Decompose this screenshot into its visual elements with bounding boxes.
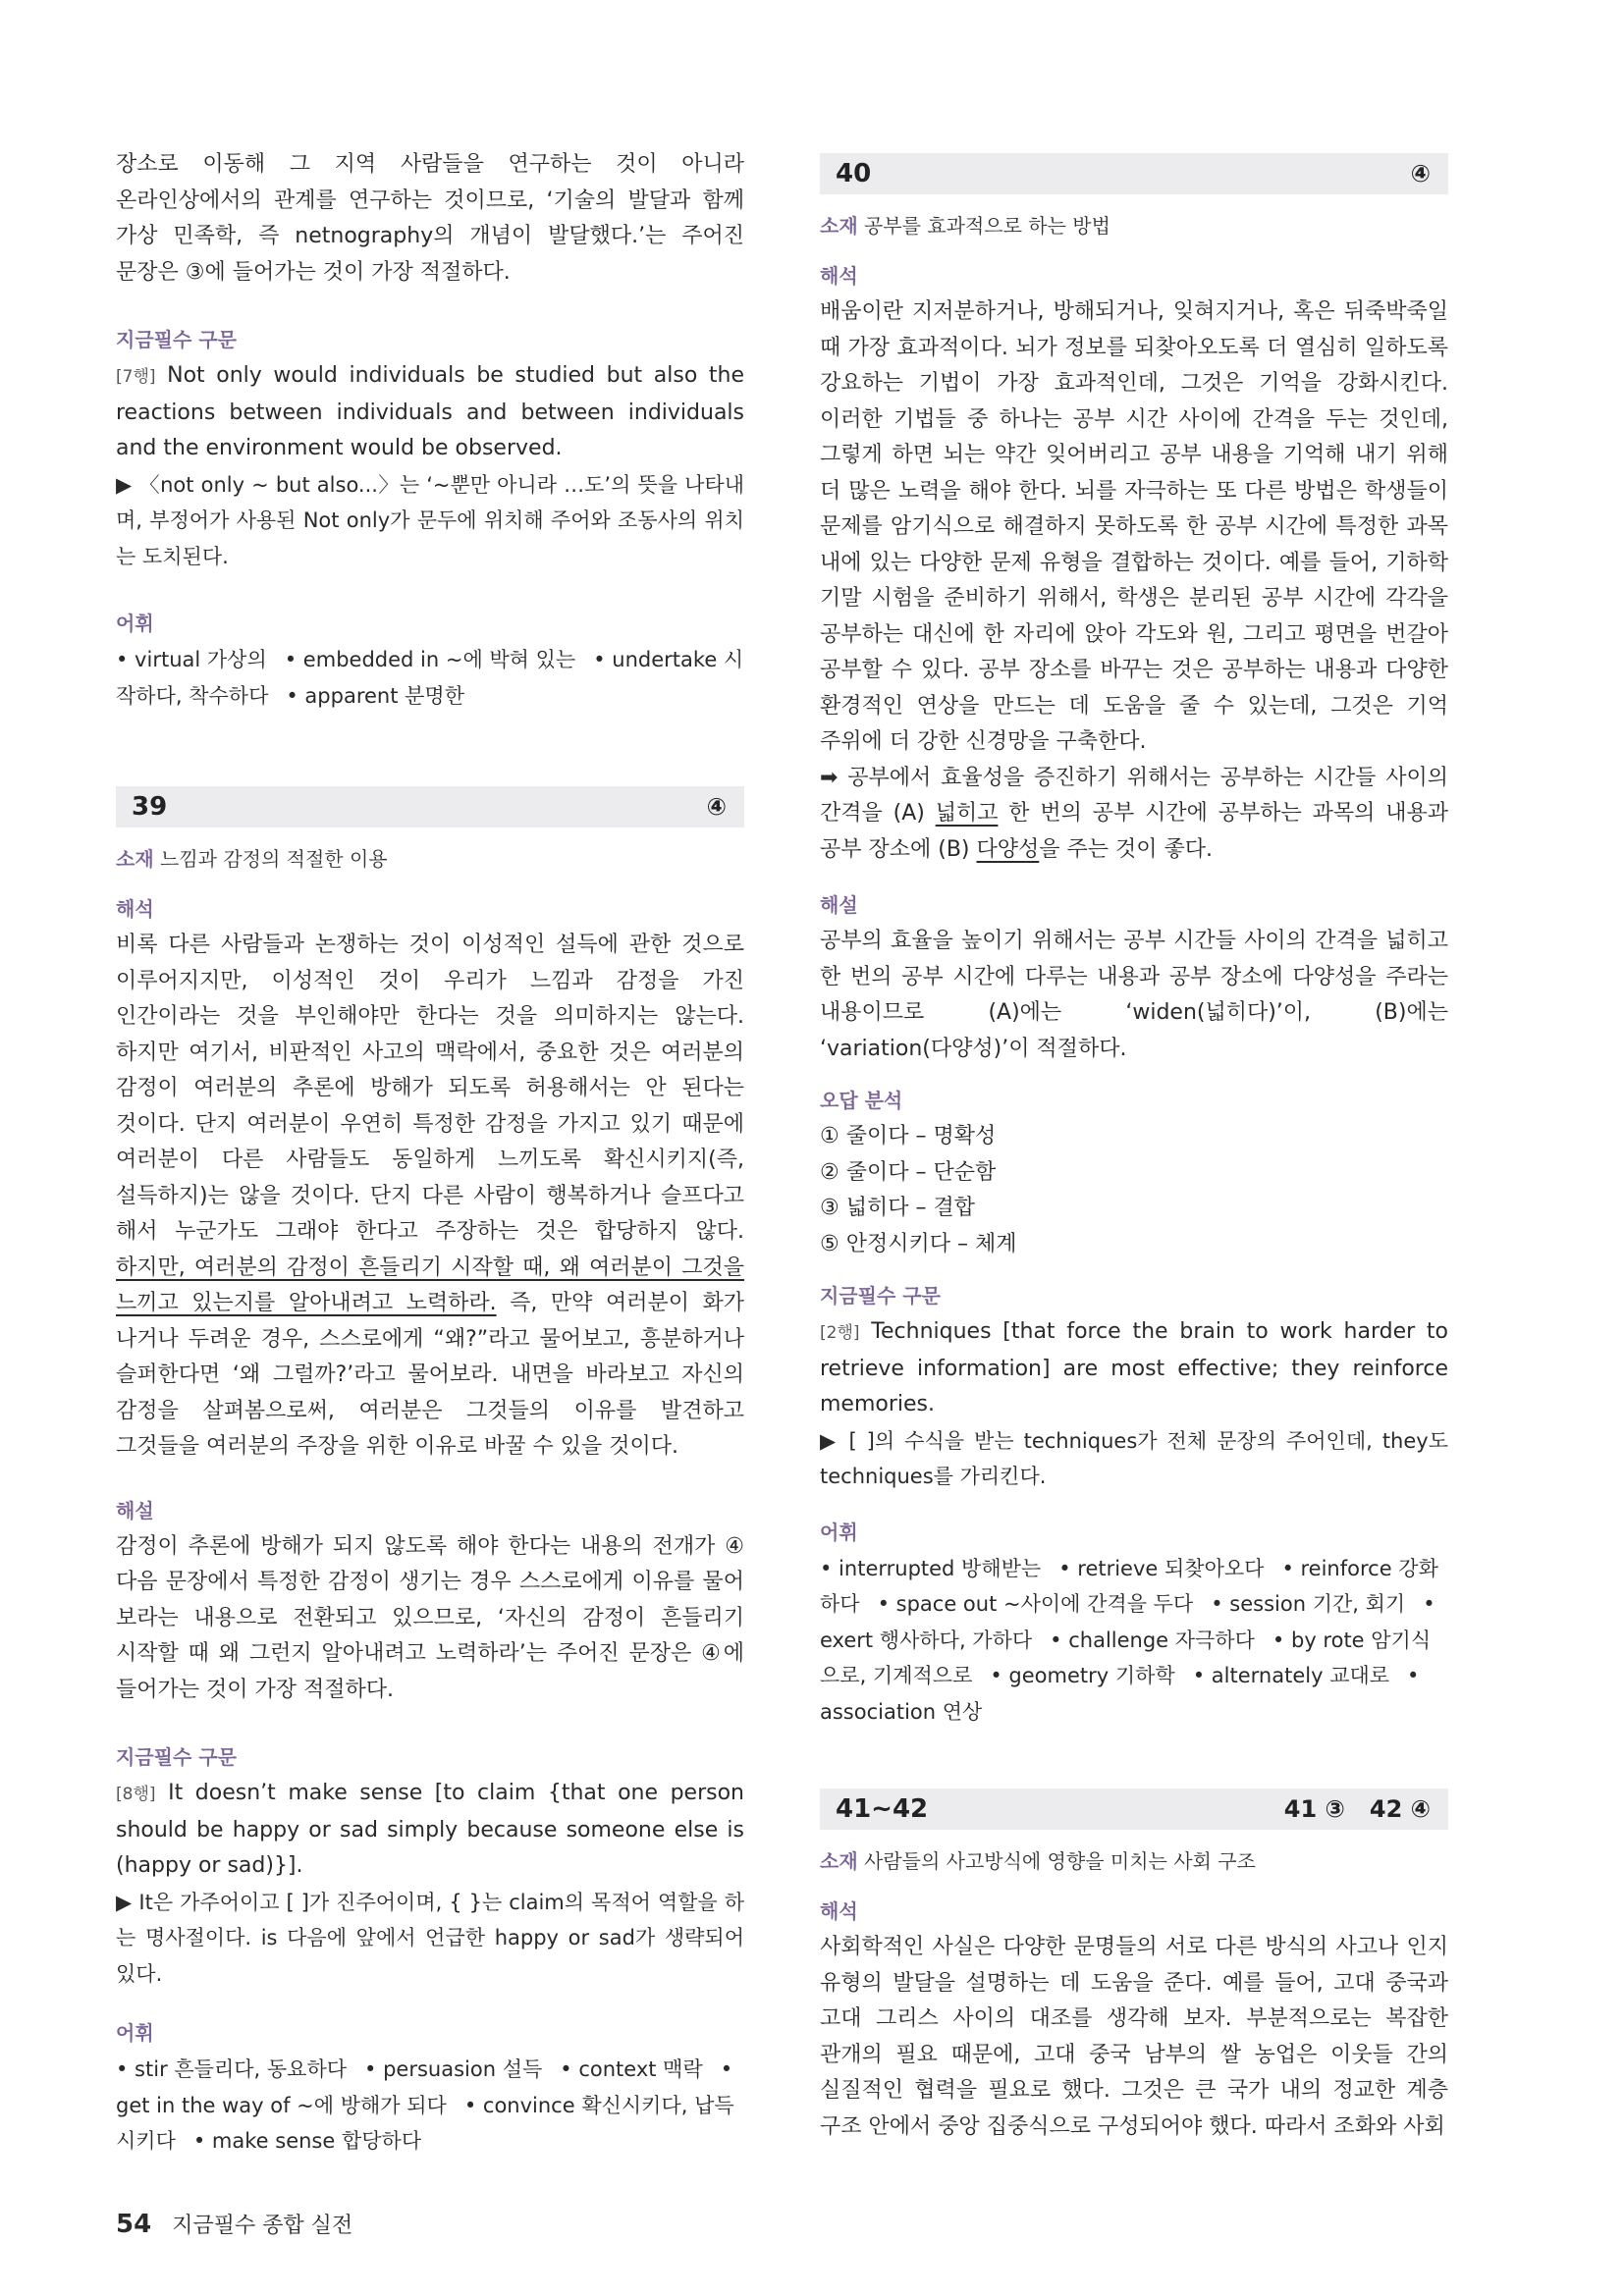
vocab-item: • convince 확신시키다, 납득시키다 — [116, 2093, 734, 2153]
vocab-item: • challenge 자극하다 — [1050, 1628, 1255, 1652]
wrong-options — [820, 1119, 1448, 1262]
vocab-item: • interrupted 방해받는 — [820, 1556, 1042, 1580]
vocab-item: • reinforce 강화하다 — [820, 1556, 1438, 1616]
vocab-item: • context 맥락 — [560, 2057, 703, 2081]
translation-label: 해석 — [820, 1899, 858, 1923]
vocab-item: • session 기간, 회기 — [1211, 1592, 1406, 1616]
line-tag: [2행] — [820, 1323, 860, 1343]
intro-paragraph: 장소로 이동해 그 지역 사람들을 연구하는 것이 아니라 온라인상에서의 관계를 연구하는 것이므로, ‘기술의 발달과 함께 가상 민족학, 즉 netnography의 개념이 발달했다.’는 주어진 문장은 ③에 들어가는 것이 가장 적절하다. — [116, 152, 744, 285]
vocab-label: 어휘 — [116, 612, 154, 635]
translation-label: 해석 — [820, 264, 858, 288]
vocab-item: • embedded in ~에 박혀 있는 — [284, 648, 576, 671]
vocab-item: • space out ~사이에 간격을 두다 — [877, 1592, 1194, 1616]
line-tag: [7행] — [116, 367, 156, 387]
question-number: 39 — [132, 792, 168, 822]
blank-b-answer: 다양성 — [976, 836, 1040, 862]
underlined-sentence: 하지만, 여러분의 감정이 흔들리기 시작할 때, 왜 여러분이 그것을 느끼고 있는지를 알아내려고 노력하라. — [116, 1255, 744, 1315]
page-footer — [116, 2209, 352, 2239]
topic-label: 소재 — [116, 847, 154, 871]
vocab-item: • virtual 가상의 — [116, 648, 267, 671]
blank-a-answer: 넓히고 — [935, 801, 999, 826]
option-item: ② 줄이다 – 단순함 — [820, 1159, 997, 1185]
grammar-text: It doesn’t make sense [to claim {that one person should be happy or sad simply because someone else is (happy or sad)}]. — [116, 1781, 744, 1878]
left-column — [116, 147, 744, 2160]
grammar-text: Techniques [that force the brain to work harder to retrieve information] are most effective; they reinforce memories. — [820, 1319, 1449, 1416]
option-item: ⑤ 안정시키다 – 체계 — [820, 1231, 1017, 1256]
question-number: 41~42 — [836, 1794, 929, 1824]
vocab-list — [820, 1551, 1448, 1731]
topic-line — [820, 1845, 1448, 1874]
translation-label: 해석 — [116, 897, 154, 921]
translation-paragraph: 배움이란 지저분하거나, 방해되거나, 잊혀지거나, 혹은 뒤죽박죽일 때 가장 효과적이다. 뇌가 정보를 되찾아오도록 더 열심히 일하도록 강요하는 기법이 가장 효과적인데, 그것은 기억을 강화시킨다. 이러한 기법들 중 하나는 공부 시간 사이에 간격을 두는 것인데, 그렇게 하면 뇌는 약간 잊어버리고 공부 내용을 기억해 내기 위해 더 많은 노력을 해야 한다. 뇌를 자극하는 또 다른 방법은 학생들이 문제를 암기식으로 해결하지 못하도록 한 공부 시간에 특정한 과목 내에 있는 다양한 문제 유형을 결합하는 것이다. 예를 들어, 기하학 기말 시험을 준비하기 위해서, 학생은 분리된 공부 시간에 각각을 공부하는 대신에 한 자리에 앉아 각도와 원, 그리고 평면을 번갈아 공부할 수 있다. 공부 장소를 바꾸는 것은 공부하는 내용과 다양한 환경적인 연상을 만드는 데 도움을 줄 수 있는데, 그것은 기억 주위에 더 강한 신경망을 구축한다. — [820, 299, 1448, 754]
topic-text: 사람들의 사고방식에 영향을 미치는 사회 구조 — [864, 1849, 1256, 1873]
option-item: ③ 넓히다 – 결합 — [820, 1196, 975, 1220]
question-answer: ④ — [1410, 160, 1431, 187]
page-number: 54 — [116, 2210, 152, 2239]
grammar-label: 지금필수 구문 — [116, 1745, 237, 1769]
question-39-header — [116, 786, 744, 828]
topic-line — [820, 210, 1448, 239]
vocab-item: • exert 행사하다, 가하다 — [820, 1592, 1435, 1652]
vocab-item: • by rote 암기식으로, 기계적으로 — [820, 1628, 1432, 1687]
explanation-label: 해설 — [820, 893, 858, 917]
grammar-note: ▶ [ ]의 수식을 받는 techniques가 전체 문장의 주어인데, they도 techniques를 가리킨다. — [820, 1428, 1448, 1488]
question-40-header — [820, 153, 1448, 194]
right-column — [820, 153, 1448, 2145]
question-number: 40 — [836, 159, 872, 188]
vocab-list — [116, 642, 744, 714]
topic-label: 소재 — [820, 214, 858, 238]
vocab-item: • stir 흔들리다, 동요하다 — [116, 2057, 348, 2081]
option-item: ① 줄이다 – 명확성 — [820, 1124, 997, 1148]
book-title: 지금필수 종합 실전 — [172, 2214, 353, 2238]
wrong-analysis-label: 오답 분석 — [820, 1089, 903, 1112]
translation-text: 즉, 만약 여러분이 화가 나거나 두려운 경우, 스스로에게 “왜?”라고 물어보고, 흥분하거나 슬퍼한다면 ‘왜 그럴까?’라고 물어보라. 내면을 바라보고 자신의 감정을 살펴봄으로써, 여러분은 그것들의 이유를 발견하고 그것들을 여러분의 주장을 위한 이유로 바꿀 수 있을 것이다. — [116, 1291, 744, 1459]
topic-label: 소재 — [820, 1849, 858, 1873]
summary-sentence — [820, 761, 1448, 869]
vocab-list — [116, 2052, 744, 2160]
summary-text: 을 주는 것이 좋다. — [1039, 836, 1214, 862]
vocab-item: • geometry 기하학 — [990, 1664, 1175, 1687]
grammar-sentence — [116, 1776, 744, 1885]
grammar-sentence — [820, 1314, 1448, 1423]
question-answer: ④ — [706, 793, 727, 821]
question-41-42-header — [820, 1789, 1448, 1830]
explanation-label: 해설 — [116, 1498, 154, 1522]
vocab-label: 어휘 — [116, 2021, 154, 2045]
vocab-item: • get in the way of ~에 방해가 되다 — [116, 2057, 733, 2117]
summary-text: 한 번의 공부 시간에 공부하는 과목의 내용과 공부 장소에 (B) — [820, 801, 1448, 862]
topic-line — [116, 843, 744, 872]
line-tag: [8행] — [116, 1785, 156, 1804]
vocab-item: • apparent 분명한 — [286, 683, 464, 708]
vocab-item: • make sense 합당하다 — [192, 2129, 422, 2153]
vocab-item: • association 연상 — [820, 1664, 1420, 1724]
explanation-paragraph: 공부의 효율을 높이기 위해서는 공부 시간들 사이의 간격을 넓히고 한 번의 공부 시간에 다루는 내용과 공부 장소에 다양성을 주라는 내용이므로 (A)에는 ‘widen(넓히다)’이, (B)에는 ‘variation(다양성)’이 적절하다. — [820, 929, 1448, 1061]
vocab-item: • alternately 교대로 — [1192, 1664, 1390, 1687]
topic-text: 느낌과 감정의 적절한 이용 — [160, 847, 388, 871]
vocab-item: • retrieve 되찾아오다 — [1058, 1556, 1265, 1580]
grammar-sentence — [116, 358, 744, 467]
grammar-note: ▶ It은 가주어이고 [ ]가 진주어이며, { }는 claim의 목적어 역할을 하는 명사절이다. is 다음에 앞에서 언급한 happy or sad가 생략되어 있다. — [116, 1890, 744, 1986]
translation-paragraph — [116, 928, 744, 1466]
grammar-label: 지금필수 구문 — [116, 328, 237, 351]
vocab-item: • persuasion 설득 — [364, 2057, 543, 2081]
vocab-item: • undertake 시작하다, 착수하다 — [116, 648, 744, 708]
summary-text: ➡ 공부에서 효율성을 증진하기 위해서는 공부하는 시간들 사이의 간격을 (A) — [820, 765, 1448, 826]
grammar-note: ▶ 〈not only ~ but also...〉는 ‘~뿐만 아니라 …도’의 뜻을 나타내며, 부정어가 사용된 Not only가 문두에 위치해 주어와 조동사의 위치는 도치된다. — [116, 472, 744, 568]
translation-paragraph: 사회학적인 사실은 다양한 문명들의 서로 다른 방식의 사고나 인지 유형의 발달을 설명하는 데 도움을 준다. 예를 들어, 고대 중국과 고대 그리스 사이의 대조를 생각해 보자. 부분적으로는 복잡한 관개의 필요 때문에, 고대 중국 남부의 쌀 농업은 이웃들 간의 실질적인 협력을 필요로 했다. 그것은 큰 국가 내의 정교한 계층 구조 안에서 중앙 집중식으로 구성되어야 했다. 따라서 조화와 사회 — [820, 1935, 1448, 2139]
vocab-label: 어휘 — [820, 1520, 858, 1544]
explanation-paragraph: 감정이 추론에 방해가 되지 않도록 해야 한다는 내용의 전개가 ④ 다음 문장에서 특정한 감정이 생기는 경우 스스로에게 이유를 물어 보라는 내용으로 전환되고 있으므로, ‘자신의 감정이 흔들리기 시작할 때 왜 그런지 알아내려고 노력하라’는 주어진 문장은 ④에 들어가는 것이 가장 적절하다. — [116, 1533, 744, 1702]
grammar-label: 지금필수 구문 — [820, 1284, 941, 1308]
question-answer: 41 ③ 42 ④ — [1283, 1795, 1431, 1823]
grammar-text: Not only would individuals be studied but also the reactions between individuals and between individuals and the environment would be observed. — [116, 363, 744, 460]
topic-text: 공부를 효과적으로 하는 방법 — [864, 214, 1110, 238]
translation-text: 비록 다른 사람들과 논쟁하는 것이 이성적인 설득에 관한 것으로 이루어지지만, 이성적인 것이 우리가 느낌과 감정을 가진 인간이라는 것을 부인해야만 한다는 것을 의미하지는 않는다. 하지만 여기서, 비판적인 사고의 맥락에서, 중요한 것은 여러분의 감정이 여러분의 추론에 방해가 되도록 허용해서는 안 된다는 것이다. 단지 여러분이 우연히 특정한 감정을 가지고 있기 때문에 여러분이 다른 사람들도 동일하게 느끼도록 확신시키지(즉, 설득하지)는 않을 것이다. 단지 다른 사람이 행복하거나 슬프다고 해서 누군가도 그래야 한다고 주장하는 것은 합당하지 않다. — [116, 933, 744, 1244]
